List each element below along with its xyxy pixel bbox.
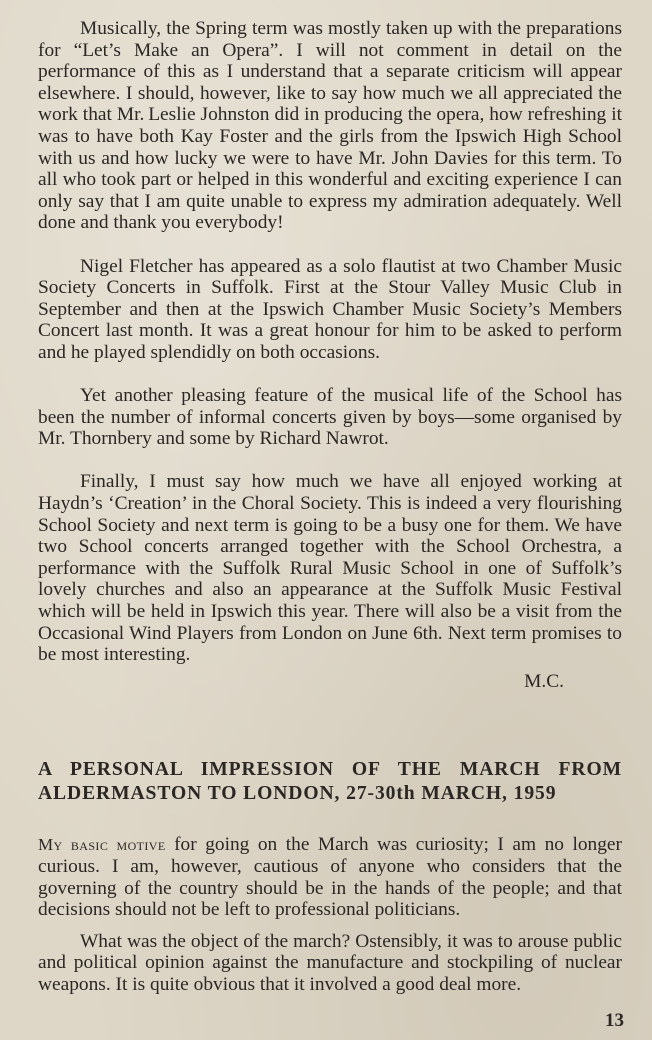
music-report-section	[38, 18, 622, 692]
paragraph-opera: Musically, the Spring term was mostly taken up with the preparations for “Let’s Make an Opera”. I will not comment in detail on the performance of this as I understand that a separate criticism will appear elsewhere. I should, however, like to say how much we all appreciated the work that Mr. Leslie Johnston did in producing the opera, how refreshing it was to have both Kay Foster and the girls from the Ipswich High School with us and how lucky we were to have Mr. John Davies for this term. To all who took part or helped in this wonderful and exciting experience I can only say that I am quite unable to express my admiration adequately. Well done and thank you everybody!	[38, 18, 622, 234]
article-heading: A PERSONAL IMPRESSION OF THE MARCH FROM ALDERMASTON TO LONDON, 27-30th MARCH, 1959	[38, 759, 622, 805]
paragraph-basic-motive	[38, 834, 622, 920]
paragraph-informal-concerts: Yet another pleasing feature of the musical life of the School has been the number of informal concerts given by boys—some organised by Mr. Thornbery and some by Richard Nawrot.	[38, 385, 622, 450]
march-article-section	[38, 758, 622, 995]
page-number: 13	[605, 1010, 624, 1031]
paragraph-object-of-march: What was the object of the march? Ostensibly, it was to arouse public and political opinion against the manufacture and stockpiling of nuclear weapons. It is quite obvious that it involved a good deal more.	[38, 930, 622, 995]
lead-in-smallcaps: My basic motive	[38, 835, 166, 855]
signature-initials: M.C.	[524, 670, 564, 692]
paragraph-basic-motive-text: for going on the March was curiosity; I am no longer curious. I am, however, cautious of anyone who considers that the governing of the country should be in the hands of the people; and that decisions should not be left to professional politicians.	[38, 834, 622, 921]
document-body	[38, 18, 622, 996]
paragraph-choral-society: Finally, I must say how much we have all enjoyed working at Haydn’s ‘Creation’ in the Choral Society. This is indeed a very flourishing School Society and next term is going to be a busy one for them. We have two School concerts arranged together with the School Orchestra, a performance with the Suffolk Rural Music School in one of Suffolk’s lovely churches and also an appearance at the Suffolk Music Festival which will be held in Ipswich this year. There will also be a visit from the Occasional Wind Players from London on June 6th. Next term promises to be most interesting.	[38, 471, 622, 666]
paragraph-nigel-fletcher: Nigel Fletcher has appeared as a solo flautist at two Chamber Music Society Concerts in Suffolk. First at the Stour Valley Music Club in September and then at the Ipswich Chamber Music Society’s Members Concert last month. It was a great honour for him to be asked to perform and he played splendidly on both occasions.	[38, 255, 622, 363]
